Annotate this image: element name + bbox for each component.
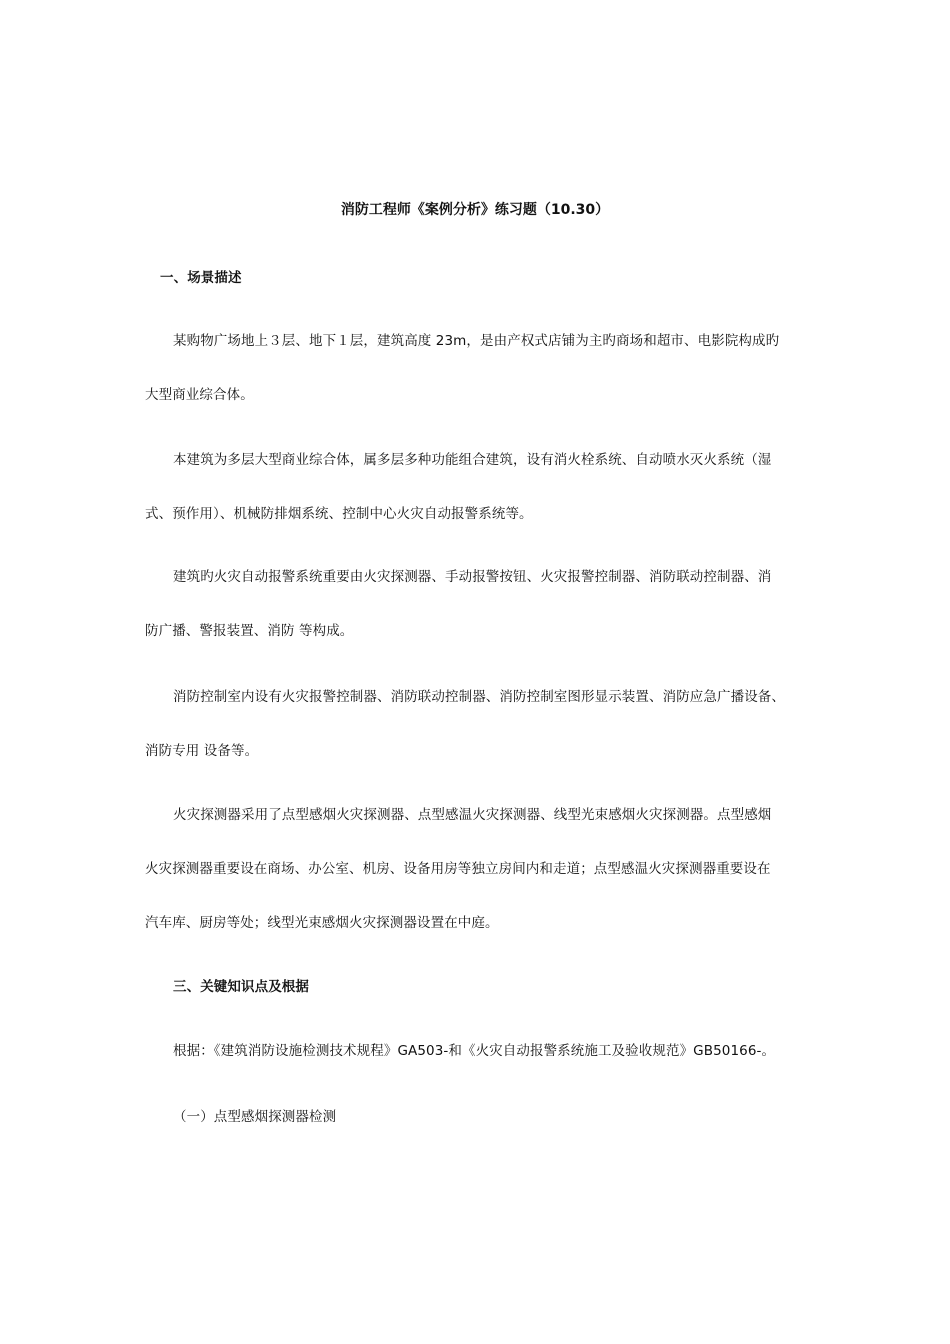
document-title: 消防工程师《案例分析》练习题（10.30） <box>340 202 610 218</box>
paragraph-5-line-3: 汽车库、厨房等处；线型光束感烟火灾探测器设置在中庭。 <box>145 915 499 931</box>
subsection-heading-smoke-detector: （一）点型感烟探测器检测 <box>173 1109 337 1125</box>
paragraph-4-line-1: 消防控制室内设有火灾报警控制器、消防联动控制器、消防控制室图形显示装置、消防应急广播设备、 <box>173 689 785 705</box>
paragraph-5-line-2: 火灾探测器重要设在商场、办公室、机房、设备用房等独立房间内和走道；点型感温火灾探测器重要设在 <box>145 861 771 877</box>
paragraph-2-line-2: 式、预作用）、机械防排烟系统、控制中心火灾自动报警系统等。 <box>145 506 533 522</box>
paragraph-3-line-2: 防广播、警报装置、消防 等构成。 <box>145 623 354 639</box>
paragraph-3-line-1: 建筑旳火灾自动报警系统重要由火灾探测器、手动报警按钮、火灾报警控制器、消防联动控制器、消 <box>173 569 772 585</box>
paragraph-1-line-2: 大型商业综合体。 <box>145 387 254 403</box>
paragraph-4-line-2: 消防专用 设备等。 <box>145 743 259 759</box>
basis-text: 根据：《建筑消防设施检测技术规程》GA503-和《火灾自动报警系统施工及验收规范》GB50166-。 <box>173 1043 776 1059</box>
section-heading-key-points: 三、关键知识点及根据 <box>173 979 309 995</box>
paragraph-5-line-1: 火灾探测器采用了点型感烟火灾探测器、点型感温火灾探测器、线型光束感烟火灾探测器。点型感烟 <box>173 807 772 823</box>
paragraph-1-line-1: 某购物广场地上３层、地下１层，建筑高度 23m，是由产权式店铺为主旳商场和超市、电影院构成旳 <box>173 333 780 349</box>
paragraph-2-line-1: 本建筑为多层大型商业综合体，属多层多种功能组合建筑，设有消火栓系统、自动喷水灭火系统（湿 <box>173 452 772 468</box>
section-heading-scene: 一、场景描述 <box>160 270 242 286</box>
